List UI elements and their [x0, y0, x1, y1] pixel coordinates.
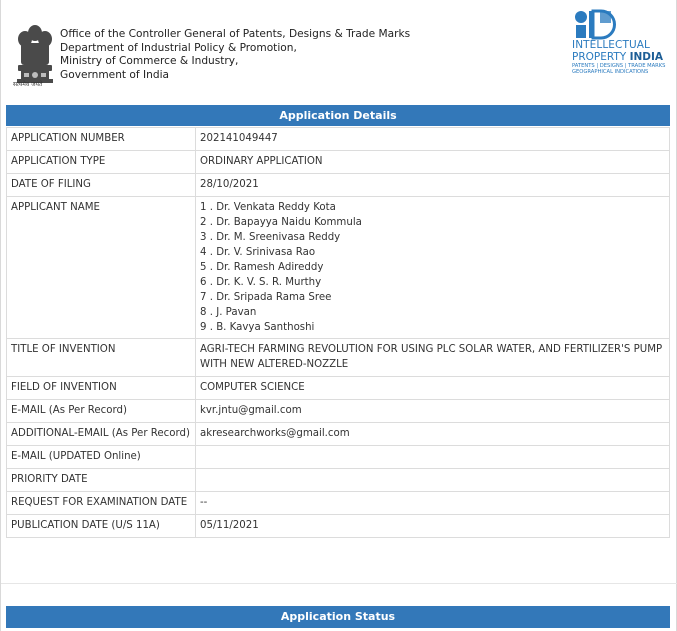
request-for-examination-date-value: -- [196, 492, 670, 515]
application-status-header: Application Status [6, 606, 670, 628]
row-label: REQUEST FOR EXAMINATION DATE [7, 492, 196, 515]
table-row [7, 446, 670, 469]
list-item: 7 . Dr. Sripada Rama Sree [200, 292, 332, 303]
table-row [7, 423, 670, 446]
row-label: APPLICATION TYPE [7, 151, 196, 174]
row-label: E-MAIL (As Per Record) [7, 400, 196, 423]
row-label: APPLICATION NUMBER [7, 128, 196, 151]
row-label: APPLICANT NAME [7, 197, 196, 339]
emblem-caption: सत्यमेव जयते [13, 81, 43, 88]
publication-date-value: 05/11/2021 [196, 515, 670, 538]
office-line: Ministry of Commerce & Industry, [60, 55, 239, 67]
row-label: TITLE OF INVENTION [7, 339, 196, 377]
title-of-invention-value: AGRI-TECH FARMING REVOLUTION FOR USING PLC SOLAR WATER, AND FERTILIZER'S PUMP WITH NEW ALTERED-NOZZLE [196, 339, 670, 377]
ip-logo-line2: PROPERTY INDIA [572, 51, 664, 63]
table-row [7, 128, 670, 151]
ip-logo-line4: GEOGRAPHICAL INDICATIONS [572, 69, 649, 75]
list-item: 4 . Dr. V. Srinivasa Rao [200, 247, 316, 258]
table-row [7, 377, 670, 400]
table-row [7, 174, 670, 197]
applicant-list [196, 197, 670, 339]
ip-logo-line1: INTELLECTUAL [572, 39, 650, 51]
row-label: DATE OF FILING [7, 174, 196, 197]
additional-email-value: akresearchworks@gmail.com [196, 423, 670, 446]
header [1, 0, 676, 98]
ip-logo-line3: PATENTS | DESIGNS | TRADE MARKS [572, 63, 666, 69]
row-label: E-MAIL (UPDATED Online) [7, 446, 196, 469]
office-address [60, 28, 410, 82]
row-label: PRIORITY DATE [7, 469, 196, 492]
date-of-filing-value: 28/10/2021 [196, 174, 670, 197]
application-details-header: Application Details [6, 105, 670, 126]
application-number-value: 202141049447 [196, 128, 670, 151]
office-line: Government of India [60, 68, 170, 81]
office-line: Department of Industrial Policy & Promotion, [60, 41, 297, 54]
list-item: 9 . B. Kavya Santhoshi [200, 322, 315, 333]
divider [1, 583, 677, 584]
table-row [7, 515, 670, 538]
row-label: FIELD OF INVENTION [7, 377, 196, 400]
field-of-invention-value: COMPUTER SCIENCE [196, 377, 670, 400]
table-row [7, 492, 670, 515]
list-item: 2 . Dr. Bapayya Naidu Kommula [200, 217, 362, 228]
row-label: ADDITIONAL-EMAIL (As Per Record) [7, 423, 196, 446]
table-row [7, 400, 670, 423]
updated-email-value [196, 446, 670, 469]
table-row [7, 339, 670, 377]
office-line: Office of the Controller General of Patents, Designs & Trade Marks [60, 28, 411, 40]
list-item: 6 . Dr. K. V. S. R. Murthy [200, 277, 322, 288]
list-item: 3 . Dr. M. Sreenivasa Reddy [200, 232, 341, 243]
priority-date-value [196, 469, 670, 492]
list-item: 5 . Dr. Ramesh Adireddy [200, 262, 324, 273]
table-row [7, 469, 670, 492]
list-item: 8 . J. Pavan [200, 307, 257, 318]
table-row [7, 151, 670, 174]
row-label: PUBLICATION DATE (U/S 11A) [7, 515, 196, 538]
application-type-value: ORDINARY APPLICATION [196, 151, 670, 174]
application-details-table [6, 127, 670, 538]
list-item: 1 . Dr. Venkata Reddy Kota [200, 202, 336, 213]
table-row [7, 197, 670, 339]
email-value: kvr.jntu@gmail.com [196, 400, 670, 423]
